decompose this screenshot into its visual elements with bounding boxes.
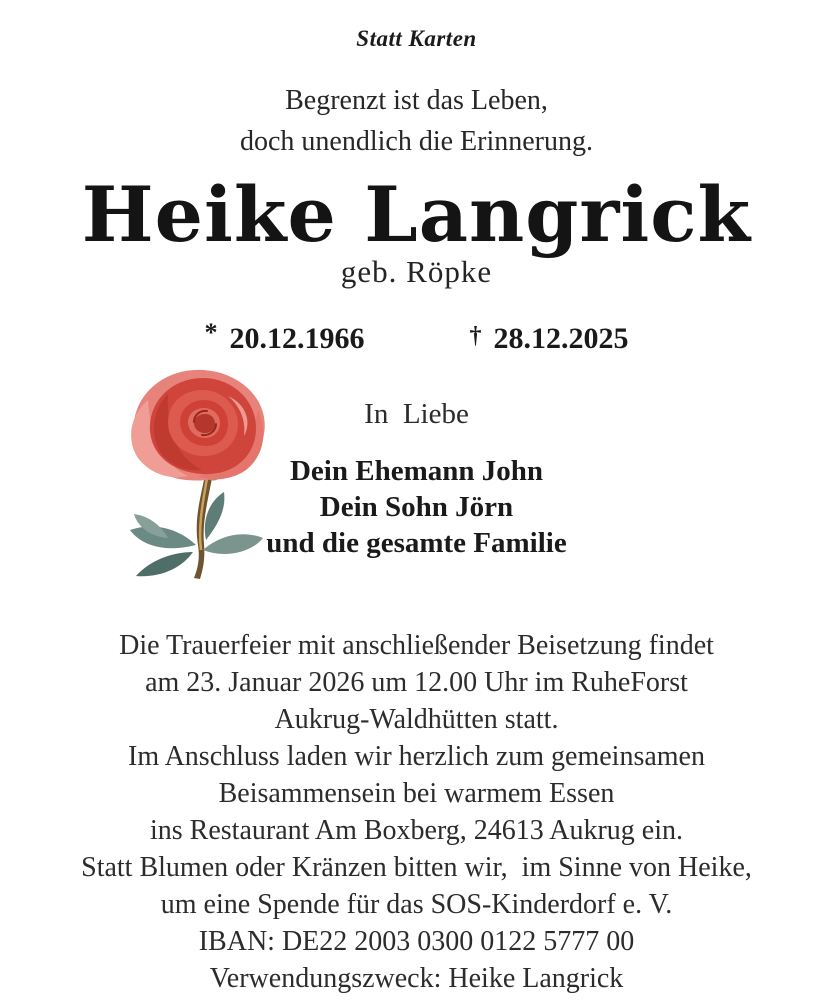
dedication-section [0,370,833,595]
mourner-line: Dein Ehemann John [289,455,543,487]
epigraph-line-1: Begrenzt ist das Leben, [285,85,548,116]
maiden-name: geb. Röpke [340,254,493,289]
birth-date-item [204,318,365,356]
death-date-item [470,322,629,356]
birth-star-icon: * [204,318,218,347]
details-line: um eine Spende für das SOS-Kinderdorf e. V. [160,889,673,920]
details-line: IBAN: DE22 2003 0300 0122 5777 00 [198,926,635,957]
death-cross-icon: † [469,323,482,349]
details-line: ins Restaurant Am Boxberg, 24613 Aukrug ein. [150,815,683,846]
birth-date: 20.12.1966 [229,322,365,355]
header-note: Statt Karten [356,26,477,51]
epigraph-line-2: doch unendlich die Erinnerung. [239,126,593,157]
details-line: Die Trauerfeier mit anschließender Beisetzung findet [119,630,714,661]
epigraph [0,80,833,162]
funeral-details [0,627,833,997]
death-date: 28.12.2025 [493,322,629,355]
details-line: Verwendungszweck: Heike Langrick [209,963,624,994]
mourner-line: Dein Sohn Jörn [319,491,514,523]
mourner-line: und die gesamte Familie [266,527,567,559]
details-line: am 23. Januar 2026 um 12.00 Uhr im RuheForst [145,667,688,698]
life-dates [0,318,833,356]
deceased-name: Heike Langrick [81,170,752,259]
details-line: Aukrug-Waldhütten statt. [274,704,559,735]
details-line: Im Anschluss laden wir herzlich zum gemeinsamen [128,741,705,772]
dedication-text: In Liebe [364,398,469,430]
details-line: Beisammensein bei warmem Essen [218,778,615,809]
details-line: Statt Blumen oder Kränzen bitten wir, im Sinne von Heike, [81,852,752,883]
mourners-list [0,453,833,561]
dedication-block [0,398,833,561]
